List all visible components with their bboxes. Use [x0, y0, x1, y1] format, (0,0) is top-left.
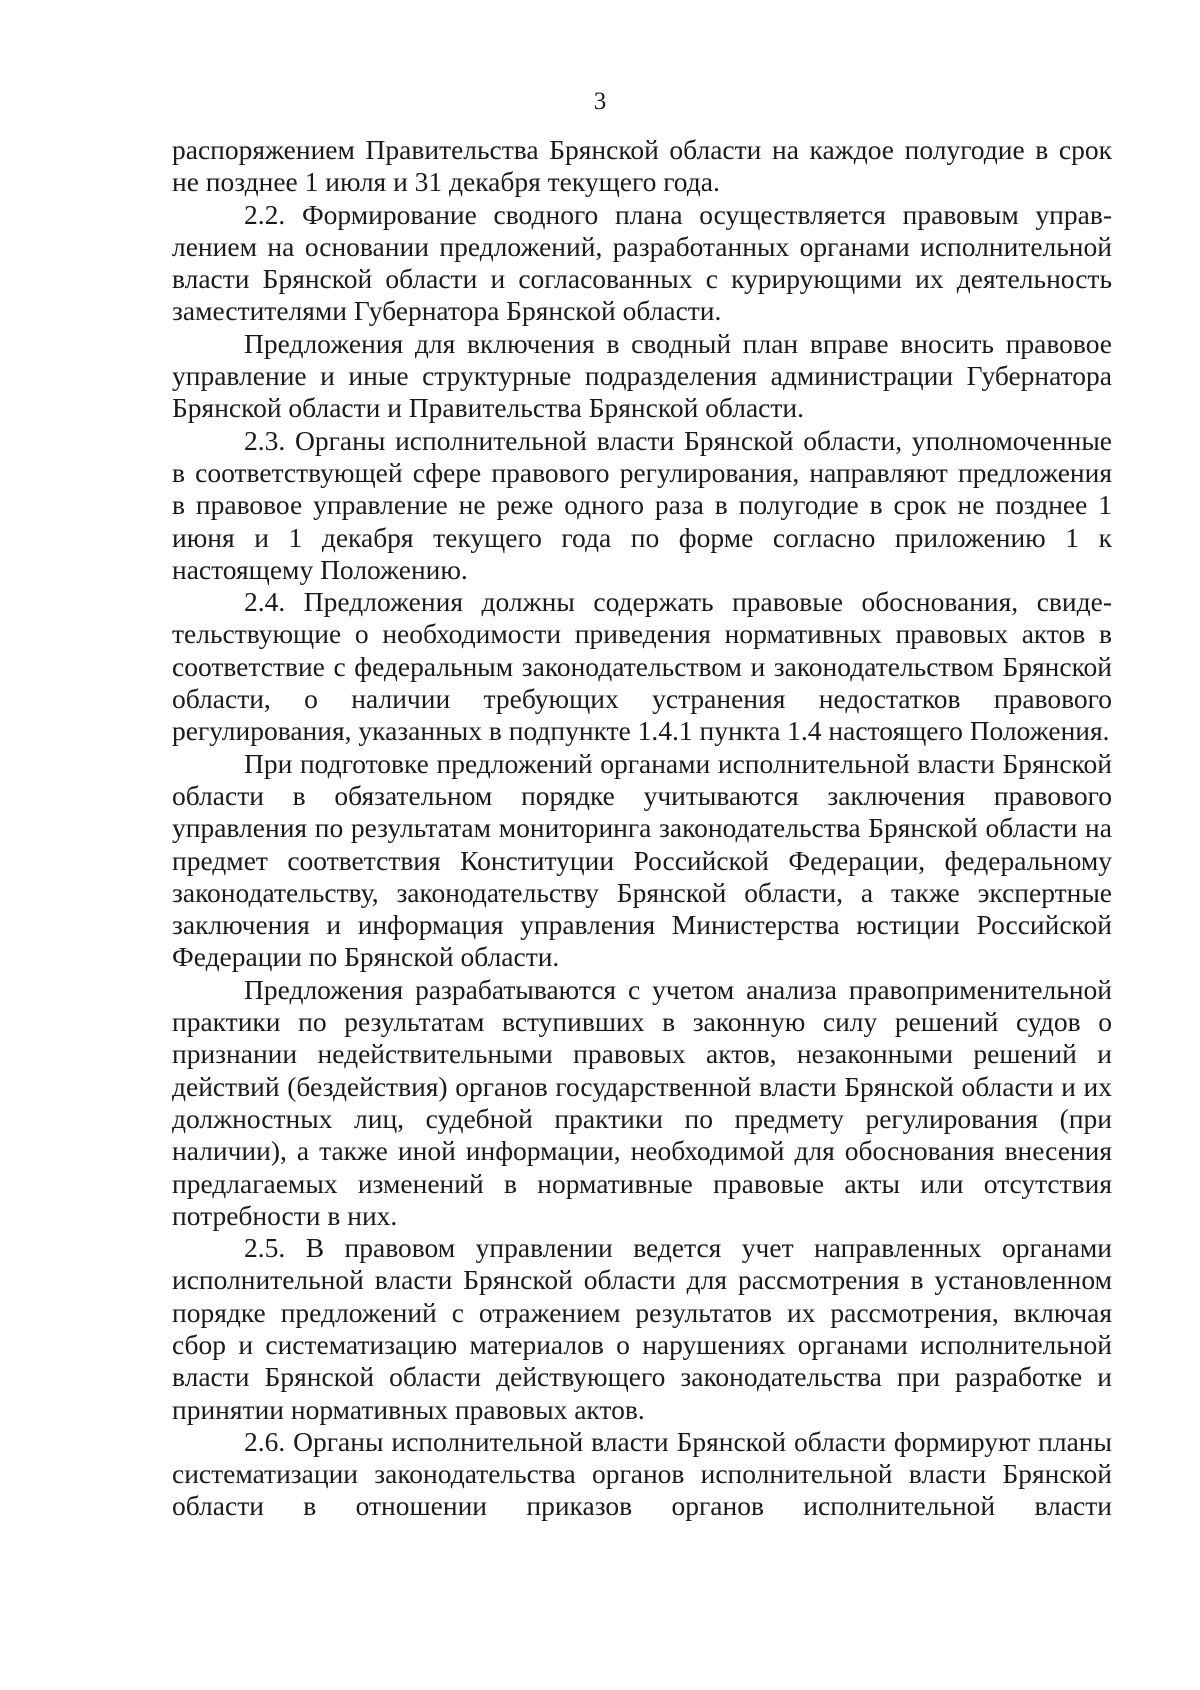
paragraph: 2.5. В правовом управлении ведется учет направленных органами исполнительной власти Брянской области для рассмотрения в установленном порядке предложений с отражением результатов их рассмотрения, включая сбор и систематизацию материалов о нарушениях органами исполнительной власти Брянской области действующего законодательства при разработке и принятии нормативных правовых актов.: [172, 1232, 1112, 1425]
paragraph: распоряжением Правительства Брянской области на каждое полугодие в срок не позднее 1 июля и 31 декабря текущего года.: [172, 134, 1112, 198]
paragraph: 2.3. Органы исполнительной власти Брянской области, уполномоченные в соответствующей сфере правового регулирования, направляют предложения в правовое управление не реже одного раза в полугодие в срок не позднее 1 июня и 1 декабря текущего года по форме согласно приложению 1 к настоящему Положению.: [172, 424, 1112, 585]
paragraph: Предложения для включения в сводный план вправе вносить правовое управление и иные структурные подразделения администрации Губернатора Брянской области и Правительства Брянской области.: [172, 327, 1112, 424]
paragraph: 2.2. Формирование сводного плана осуществляется правовым управлением на основании предложений, разработанных органами исполнительной власти Брянской области и согласованных с курирующими их деятельность заместителями Губернатора Брянской области.: [172, 198, 1112, 327]
paragraph: 2.6. Органы исполнительной власти Брянской области формируют планы систематизации законодательства органов исполнительной власти Брянской области в отношении приказов органов исполнительной власти: [172, 1425, 1112, 1522]
paragraph: Предложения разрабатываются с учетом анализа правоприменительной практики по результатам вступивших в законную силу решений судов о признании недействительными правовых актов, незаконными решений и действий (бездействия) органов государственной власти Брянской области и их должностных лиц, судебной практики по предмету регулирования (при наличии), а также иной информации, необходимой для обоснования внесения предлагаемых изменений в нормативные правовые акты или отсутствия потребности в них.: [172, 973, 1112, 1231]
page-number: 3: [593, 88, 607, 115]
paragraph: При подготовке предложений органами исполнительной власти Брянской области в обязательном порядке учитываются заключения правового управления по результатам мониторинга законодательства Брянской области на предмет соответствия Конституции Российской Федерации, федеральному законодательству, законодательству Брянской области, а также экспертные заключения и информация управления Министерства юстиции Российской Федерации по Брянской области.: [172, 747, 1112, 973]
document-body: [172, 134, 1112, 1523]
paragraph: 2.4. Предложения должны содержать правовые обоснования, свидетельствующие о необходимости приведения нормативных правовых актов в соответствие с федеральным законодательством и законодательством Брянской области, о наличии требующих устранения недостатков правового регулирования, указанных в подпункте 1.4.1 пункта 1.4 настоящего Положения.: [172, 586, 1112, 747]
